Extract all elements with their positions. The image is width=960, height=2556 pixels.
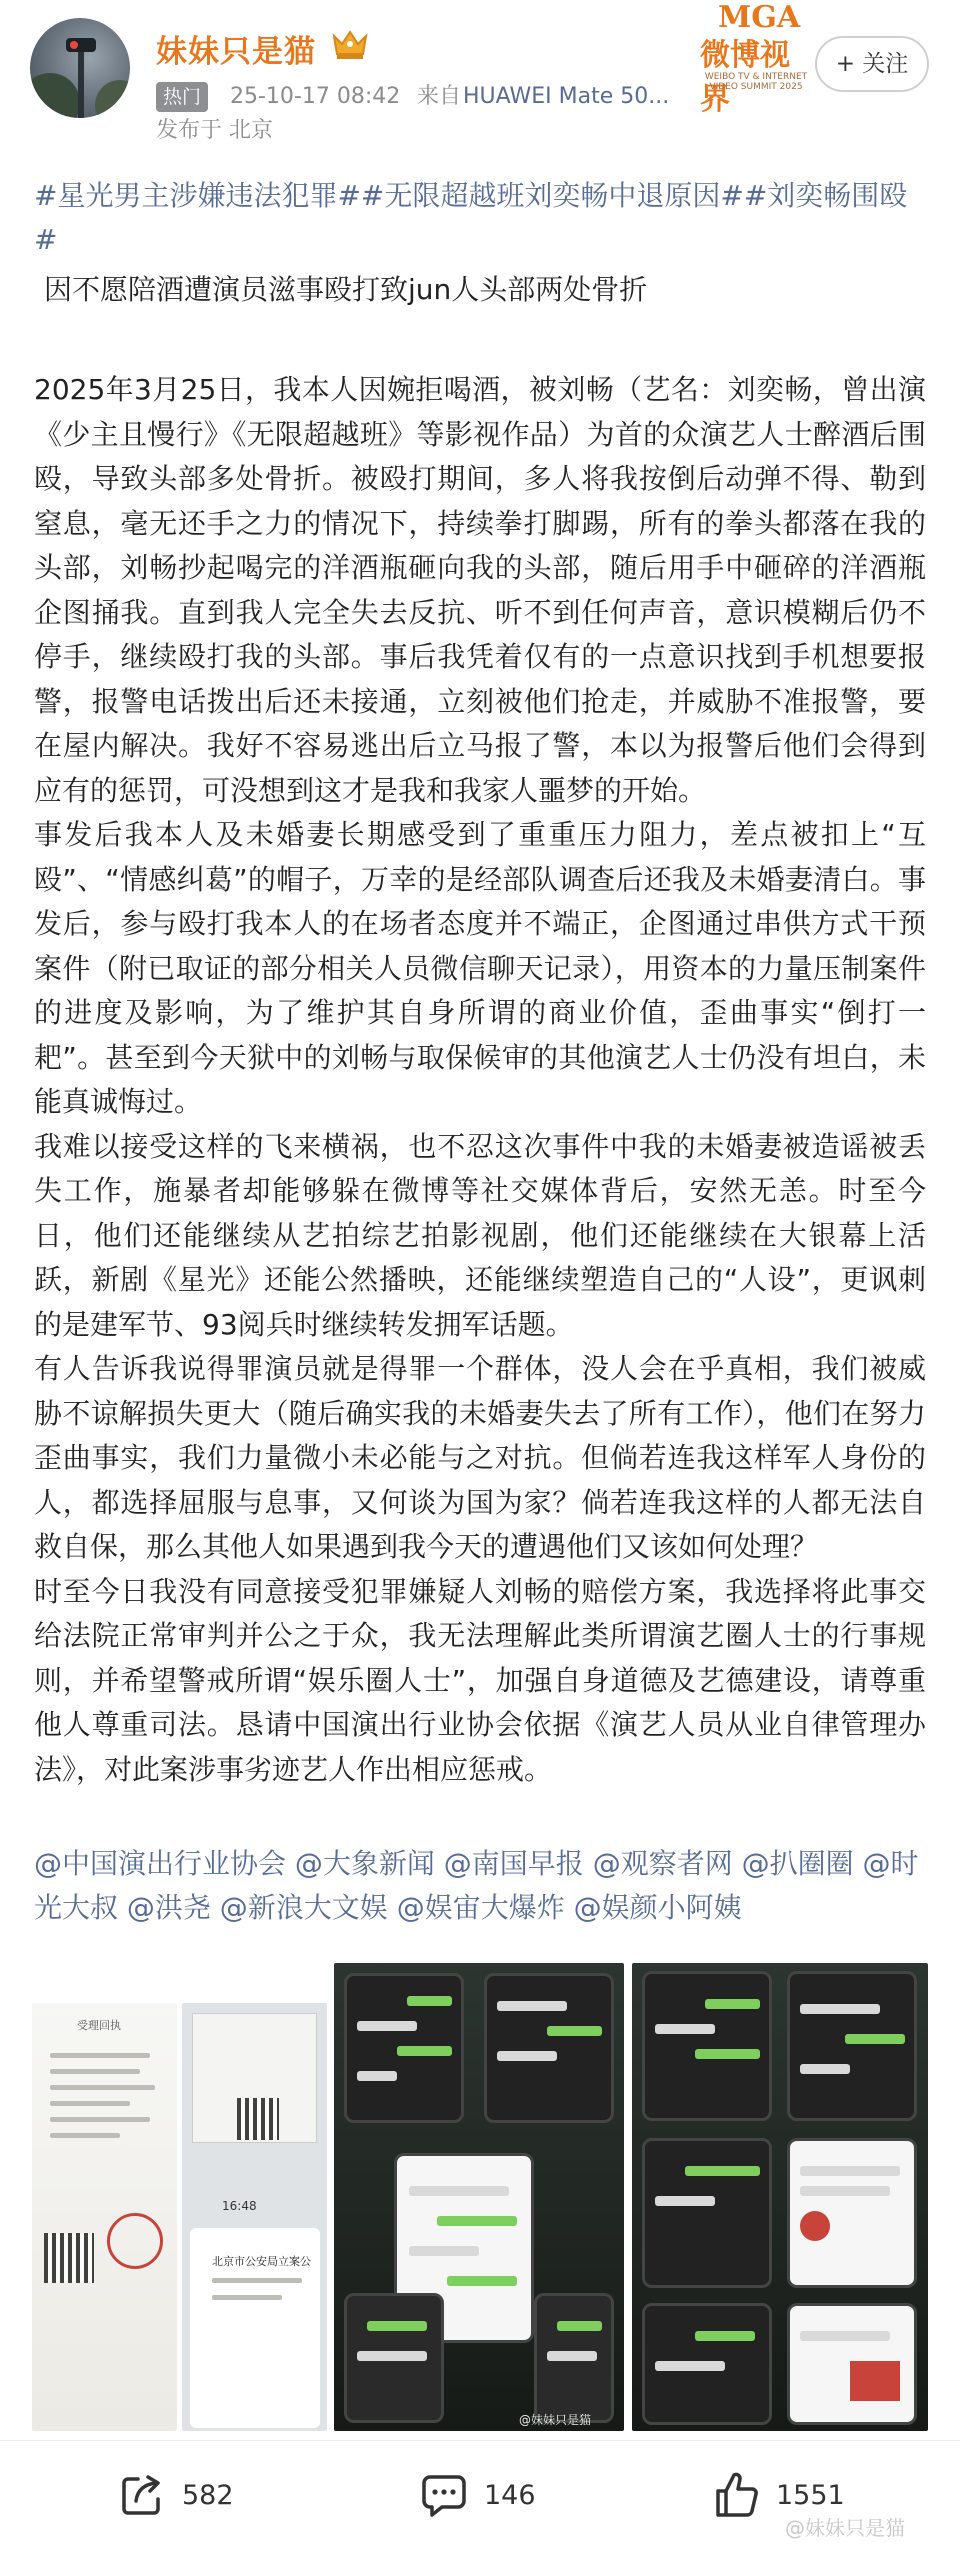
post-paragraph: 有人告诉我说得罪演员就是得罪一个群体，没人会在乎真相，我们被威胁不谅解损失更大（随后确实我的未婚妻失去了所有工作），他们在努力歪曲事实，我们力量微小未必能与之对抗。但倘若连我这样军人身份的人，都选择屈服与息事，又何谈为国为家？倘若连我这样的人都无法自救自保，那么其他人如果遇到我今天的遭遇他们又该如何处理？: [34, 1352, 926, 1563]
repost-icon: [118, 2471, 166, 2519]
notice-text: 北京市公安局立案公: [212, 2255, 311, 2268]
post-content: [34, 174, 926, 1930]
post-body: [34, 368, 926, 1792]
image-thumb-chat-2[interactable]: [632, 1963, 928, 2431]
doc-title: 受理回执: [77, 2019, 121, 2032]
topic-tags[interactable]: #星光男主涉嫌违法犯罪##无限超越班刘奕畅中退原因##刘奕畅围殴#: [34, 179, 908, 256]
post-paragraph: 事发后我本人及未婚妻长期感受到了重重压力阻力，差点被扣上“互殴”、“情感纠葛”的帽子，万幸的是经部队调查后还我及未婚妻清白。事发后，参与殴打我本人的在场者态度并不端正，企图通过串供方式干预案件（附已取证的部分相关人员微信聊天记录），用资本的力量压制案件的进度及影响，为了维护其自身所谓的商业价值，歪曲事实“倒打一耙”。甚至到今天狱中的刘畅与取保候审的其他演艺人士仍没有坦白，未能真诚悔过。: [34, 818, 926, 1118]
username[interactable]: 妹妹只是猫: [156, 34, 316, 70]
brand-logo: [700, 0, 810, 117]
phone-time: 16:48: [222, 2199, 257, 2213]
image-watermark: @妹妹只是猫: [519, 2413, 592, 2427]
post-paragraph: 我难以接受这样的飞来横祸，也不忍这次事件中我的未婚妻被造谣被丢失工作，施暴者却能够躲在微博等社交媒体背后，安然无恙。时至今日，他们还能继续从艺拍综艺拍影视剧，他们还能继续在大银幕上活跃，新剧《星光》还能公然播映，还能继续塑造自己的“人设”，更讽刺的是建军节、93阅兵时继续转发拥军话题。: [34, 1129, 926, 1341]
mention-list[interactable]: @中国演出行业协会 @大象新闻 @南国早报 @观察者网 @扒圈圈 @时光大叔 @洪尧 @新浪大文娱 @娱宙大爆炸 @娱颜小阿姨: [34, 1847, 919, 1924]
post-header: [0, 0, 960, 160]
like-icon: [712, 2471, 760, 2519]
post-headline: 因不愿陪酒遭演员滋事殴打致jun人头部两处骨折: [44, 273, 648, 306]
crown-icon: [330, 26, 370, 60]
source-prefix: 来自: [417, 84, 462, 109]
post-time: 25-10-17 08:42: [230, 84, 401, 109]
footer-watermark: @妹妹只是猫: [785, 2516, 905, 2540]
publish-location: 发布于 北京: [156, 118, 273, 143]
hot-badge: 热门: [156, 82, 208, 112]
post-paragraph: 2025年3月25日，我本人因婉拒喝酒，被刘畅（艺名：刘奕畅，曾出演《少主且慢行》《无限超越班》等影视作品）为首的众演艺人士醉酒后围殴，导致头部多处骨折。被殴打期间，多人将我按倒后动弹不得、勒到窒息，毫无还手之力的情况下，持续拳打脚踢，所有的拳头都落在我的头部，刘畅抄起喝完的洋酒瓶砸向我的头部，随后用手中砸碎的洋酒瓶企图捅我。直到我人完全失去反抗、听不到任何声音，意识模糊后仍不停手，继续殴打我的头部。事后我凭着仅有的一点意识找到手机想要报警，报警电话拨出后还未接通，立刻被他们抢走，并威胁不准报警，要在屋内解决。我好不容易逃出后立马报了警，本以为报警后他们会得到应有的惩罚，可没想到这才是我和我家人噩梦的开始。: [34, 373, 926, 807]
avatar[interactable]: [30, 18, 130, 118]
image-grid: [32, 1963, 928, 2435]
follow-button[interactable]: + 关注: [815, 36, 929, 92]
source-device[interactable]: HUAWEI Mate 50...: [463, 84, 670, 109]
repost-button[interactable]: [118, 2450, 234, 2540]
like-count: 1551: [776, 2479, 845, 2511]
image-thumb-case-notice[interactable]: [182, 2003, 327, 2431]
brand-logo-text: MGA: [718, 0, 801, 35]
repost-count: 582: [182, 2479, 234, 2511]
brand-logo-caption: WEIBO TV & INTERNET VIDEO SUMMIT 2025: [704, 72, 808, 92]
comment-count: 146: [484, 2479, 536, 2511]
comment-button[interactable]: [420, 2450, 536, 2540]
image-thumb-receipt[interactable]: [32, 2003, 177, 2431]
post-paragraph: 时至今日我没有同意接受犯罪嫌疑人刘畅的赔偿方案，我选择将此事交给法院正常审判并公之于众，我无法理解此类所谓演艺圈人士的行事规则，并希望警戒所谓“娱乐圈人士”，加强自身道德及艺德建设，请尊重他人尊重司法。恳请中国演出行业协会依据《演艺人员从业自律管理办法》，对此案涉事劣迹艺人作出相应惩戒。: [34, 1574, 926, 1786]
brand-logo-subtext: 微博视界: [700, 38, 790, 117]
image-thumb-chat-1[interactable]: [334, 1963, 624, 2431]
comment-icon: [420, 2471, 468, 2519]
